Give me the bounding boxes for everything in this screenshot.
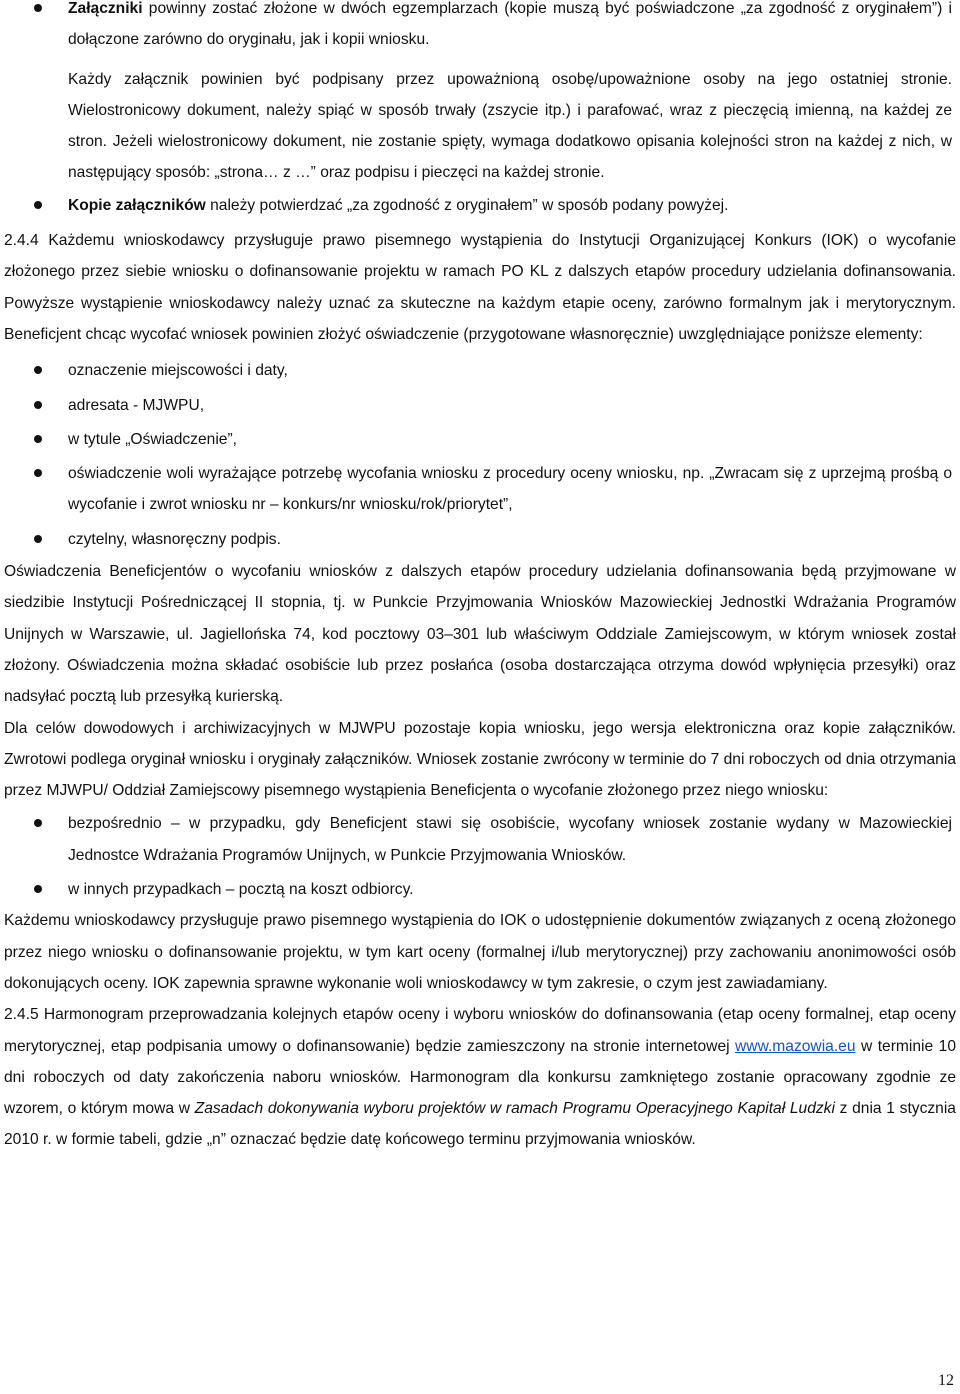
bullet-copies (4, 190, 956, 221)
bullet-icon (34, 201, 42, 209)
bullet-copies-text (68, 190, 952, 221)
bullet-icon (34, 469, 42, 477)
paragraph-archive-return: Dla celów dowodowych i archiwizacyjnych w MJWPU pozostaje kopia wniosku, jego wersja elektroniczna oraz kopie załączników. Zwrotowi podlega oryginał wniosku i oryginały załączników. Wniosek zostanie zwrócony w terminie do 7 dni roboczych od dnia otrzymania przez MJWPU/ Oddział Zamiejscowy pisemnego wystąpienia Beneficjenta o wycofanie złożonego przez niego wniosku: (4, 719, 956, 800)
list-item (4, 458, 956, 521)
list-statement-elements (4, 355, 956, 555)
list-item (4, 424, 956, 455)
paragraph-access-documents: Każdemu wnioskodawcy przysługuje prawo pisemnego wystąpienia do IOK o udostępnienie dokumentów związanych z oceną złożonego przez niego wniosku o dofinansowanie projektu, w tym kart oceny (formalnej i/lub merytorycznej) przy zachowaniu anonimowości osób dokonujących oceny. IOK zapewnia sprawne wykonanie woli wnioskodawcy w tym zakresie, o czym jest zawiadamiany. (4, 912, 956, 992)
bullet-text: powinny zostać złożone w dwóch egzemplarzach (kopie muszą być poświadczone „za zgodność z oryginałem”) i dołączone zarówno do oryginału, jak i kopii wniosku. (68, 0, 952, 49)
list-item-text: adresata - MJWPU, (68, 396, 205, 414)
bullet-icon (34, 366, 42, 374)
bullet-attachments (4, 0, 956, 189)
bullet-icon (34, 4, 42, 12)
list-item-text: oznaczenie miejscowości i daty, (68, 362, 288, 380)
list-item (4, 808, 956, 871)
bullet-text: należy potwierdzać „za zgodność z oryginałem” w sposób podany powyżej. (205, 196, 729, 214)
bullet-icon (34, 819, 42, 827)
paragraph-text: 2.4.5 Harmonogram przeprowadzania kolejnych etapów oceny i wyboru wniosków do dofinansowania (etap oceny formalnej, etap oceny merytorycznej, etap podpisania umowy o dofinansowanie) będzie zamieszczony na stronie internetowej (4, 1006, 956, 1055)
list-item (4, 390, 956, 421)
page-number: 12 (938, 1372, 954, 1389)
bullet-attachments-text (68, 0, 952, 56)
document-title-italic: Zasadach dokonywania wyboru projektów w ramach Programu Operacyjnego Kapitał Ludzki (194, 1100, 835, 1118)
paragraph-2-4-5 (4, 999, 956, 1155)
list-return-methods (4, 808, 956, 905)
list-item (4, 355, 956, 386)
list-item-text: w tytule „Oświadczenie”, (68, 430, 237, 448)
list-item (4, 874, 956, 905)
list-item-text: bezpośrednio – w przypadku, gdy Beneficjent stawi się osobiście, wycofany wniosek zostanie wydany w Mazowieckiej Jednostce Wdrażania Programów Unijnych, w Punkcie Przyjmowania Wniosków. (68, 815, 952, 864)
paragraph-text: z dnia 1 stycznia 2010 r. w formie tabeli, gdzie „n” oznaczać będzie datę końcowego terminu przyjmowania wniosków. (4, 1100, 956, 1149)
list-item (4, 524, 956, 555)
list-item-text: oświadczenie woli wyrażające potrzebę wycofania wniosku z procedury oceny wniosku, np. „Zwracam się z uprzejmą prośbą o wycofanie i zwrot wniosku nr – konkurs/nr wniosku/rok/priorytet”, (68, 465, 952, 514)
bullet-icon (34, 885, 42, 893)
attachments-signing-text: Każdy załącznik powinien być podpisany przez upoważnioną osobę/upoważnione osoby na jego ostatniej stronie. Wielostronicowy dokument, należy spiąć w sposób trwały (zszycie itp.) i parafować, wraz z pieczęcią imienną, na każdej ze stron. Jeżeli wielostronicowy dokument, nie zostanie spięty, wymaga dodatkowo opisania kolejności stron na każdej z nich, w następujący sposób: „strona… z …” oraz podpisu i pieczęci na każdej stronie. (68, 70, 952, 182)
paragraph-withdrawal-submission: Oświadczenia Beneficjentów o wycofaniu wniosków z dalszych etapów procedury udzielania dofinansowania będą przyjmowane w siedzibie Instytucji Pośredniczącej II stopnia, tj. w Punkcie Przyjmowania Wniosków Mazowieckiej Jednostki Wdrażania Programów Unijnych w Warszawie, ul. Jagiellońska 74, kod pocztowy 03–301 lub właściwym Oddziale Zamiejscowym, w którym wniosek został złożony. Oświadczenia można składać osobiście lub przez posłańca (osoba dostarczająca otrzyma dowód wpłynięcia przesyłki) oraz nadsyłać pocztą lub przesyłką kurierską. (4, 563, 956, 706)
bullet-icon (34, 401, 42, 409)
bold-term: Załączniki (68, 0, 143, 17)
bullet-icon (34, 535, 42, 543)
bold-term: Kopie załączników (68, 196, 206, 214)
mazowia-website-link[interactable]: www.mazowia.eu (735, 1037, 856, 1055)
list-item-text: czytelny, własnoręczny podpis. (68, 530, 281, 548)
bullet-icon (34, 435, 42, 443)
paragraph-2-4-4: 2.4.4 Każdemu wnioskodawcy przysługuje prawo pisemnego wystąpienia do Instytucji Organizującej Konkurs (IOK) o wycofanie złożonego przez siebie wniosku o dofinansowanie projektu w ramach PO KL z dalszych etapów procedury udzielania dofinansowania. Powyższe wystąpienie wnioskodawcy należy uznać za skuteczne na każdym etapie oceny, zarówno formalnym jak i merytorycznym. Beneficjent chcąc wycofać wniosek powinien złożyć oświadczenie (przygotowane własnoręcznie) uwzględniające poniższe elementy: (4, 232, 956, 343)
paragraph-text: w terminie 10 dni roboczych od daty zakończenia naboru wniosków. Harmonogram dla konkursu zamkniętego zostanie opracowany zgodnie ze wzorem, o którym mowa w (4, 1037, 956, 1118)
list-item-text: w innych przypadkach – pocztą na koszt odbiorcy. (68, 881, 414, 899)
